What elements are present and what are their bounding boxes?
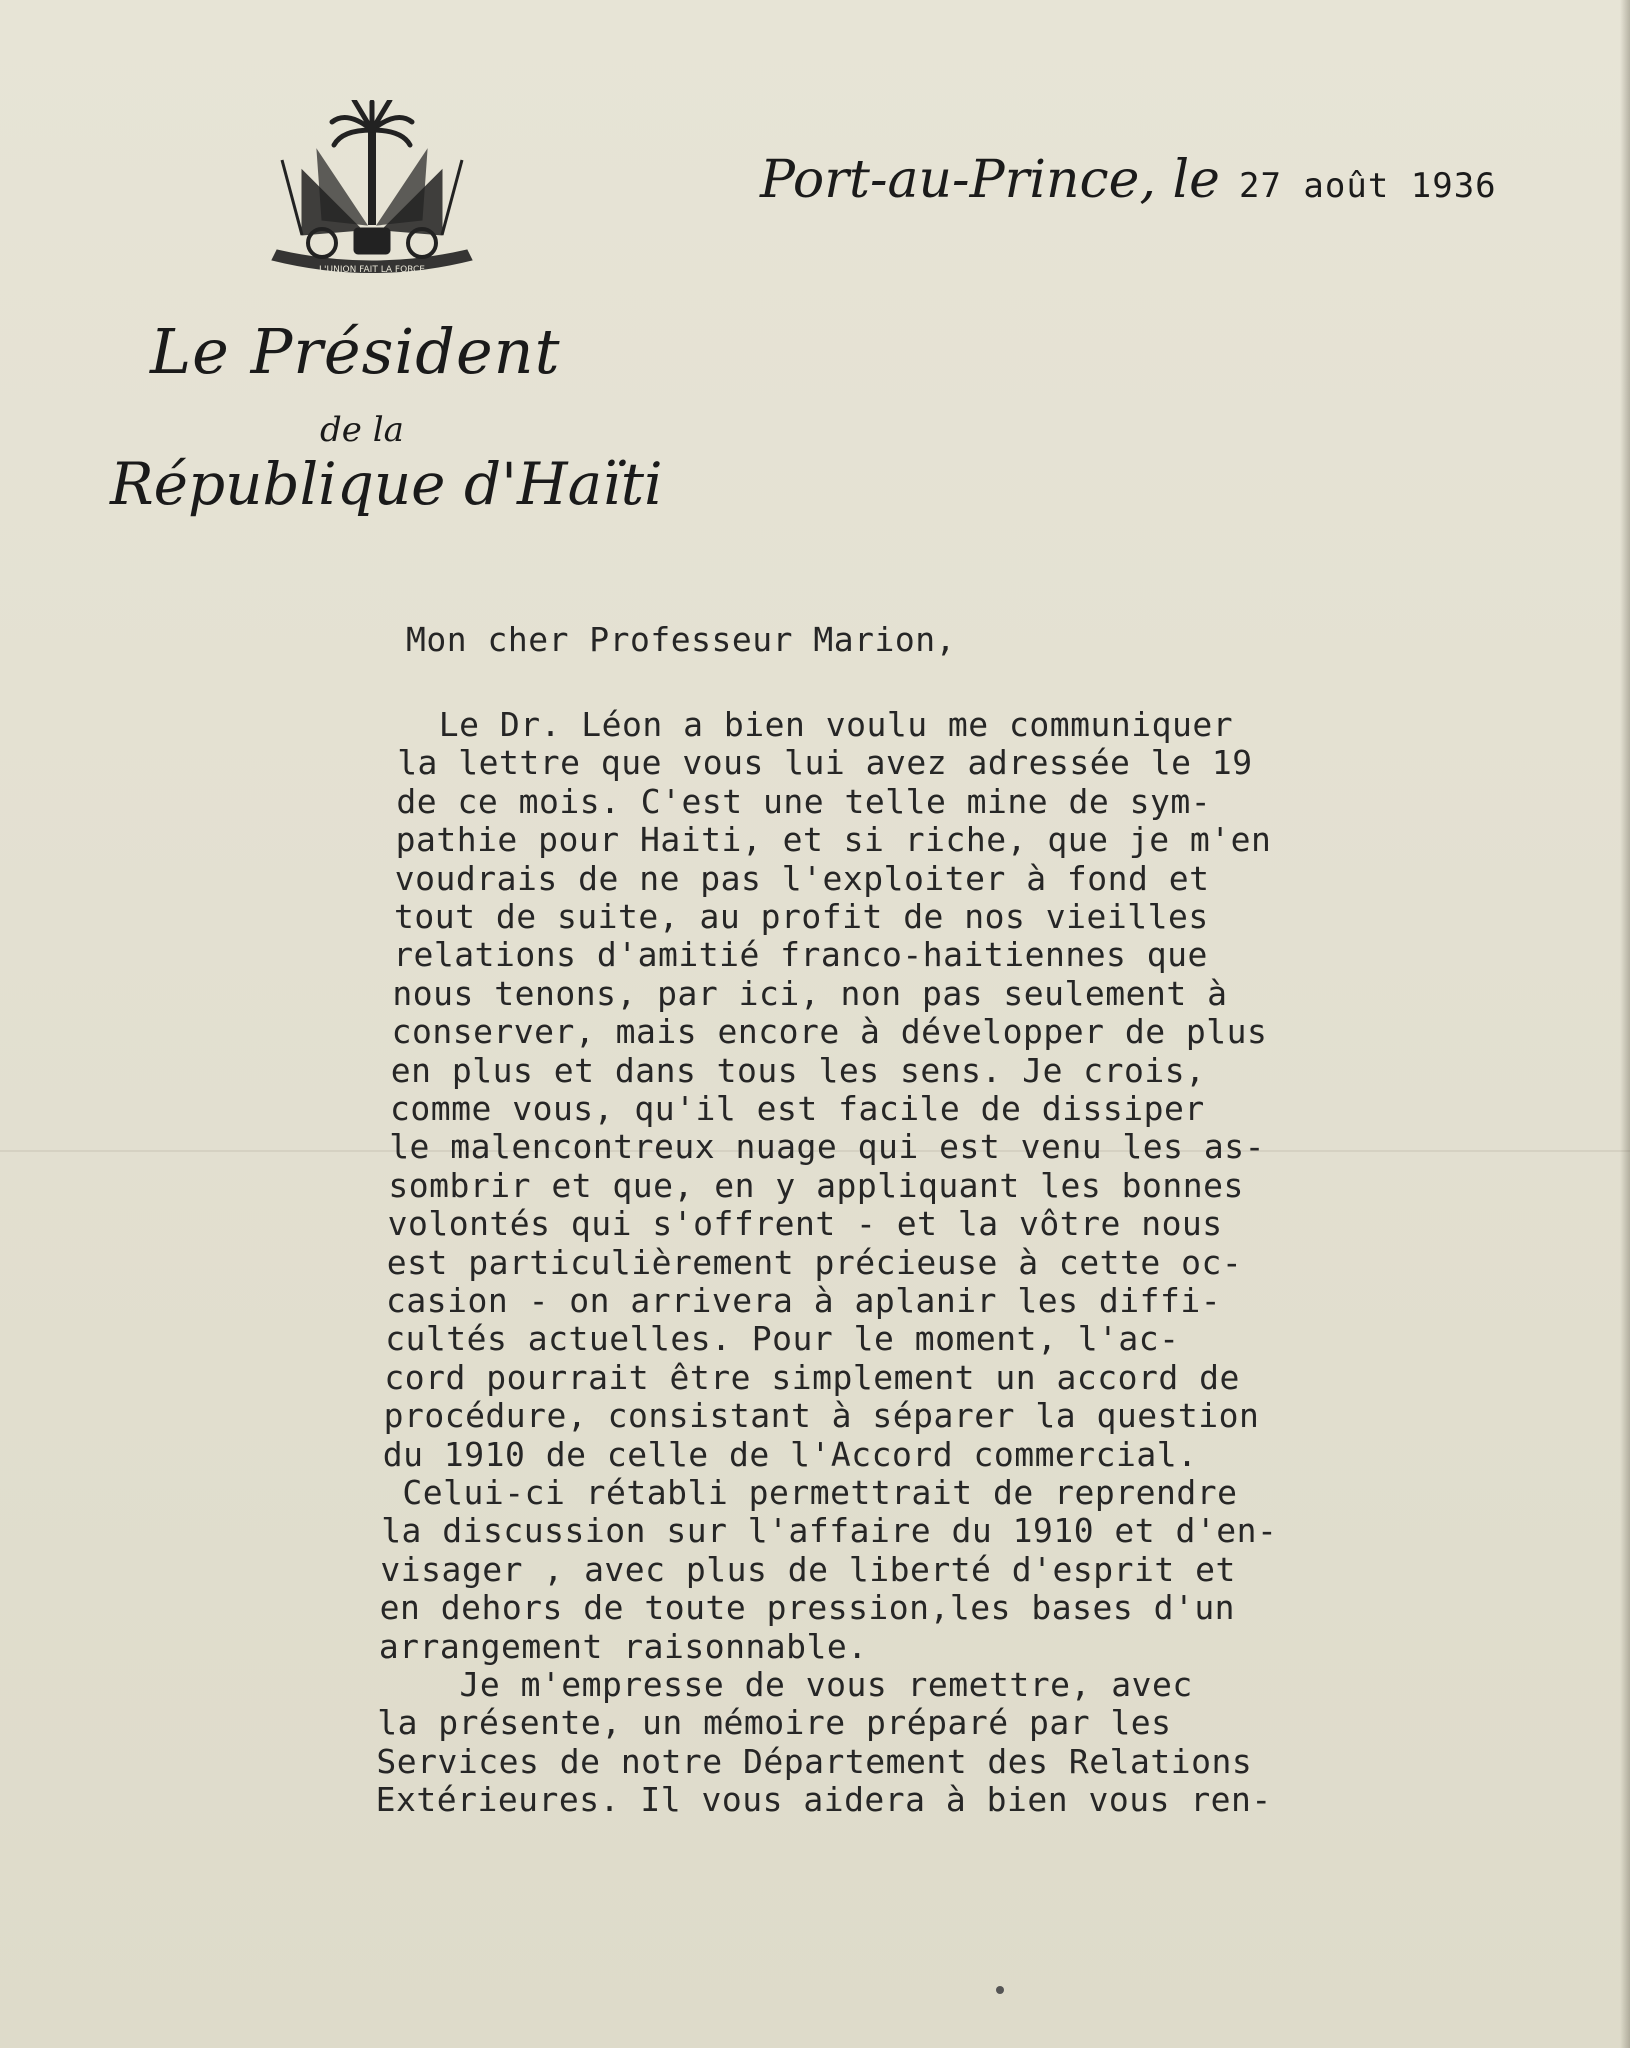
seal-motto: L'UNION FAIT LA FORCE bbox=[319, 265, 425, 275]
letter-line: comme vous, qu'il est facile de dissiper bbox=[390, 1089, 1205, 1128]
dateline bbox=[760, 150, 1497, 210]
letter-line: Services de notre Département des Relations bbox=[376, 1741, 1253, 1781]
letter-line: sombrir et que, en y appliquant les bonnes bbox=[388, 1165, 1244, 1205]
letter-line: pathie pour Haiti, et si riche, que je m'en bbox=[395, 820, 1272, 860]
paper-edge-shadow bbox=[1620, 0, 1630, 2048]
letterhead-country: République d'Haïti bbox=[110, 450, 663, 518]
letter-line: relations d'amitié franco-haitiennes que bbox=[393, 935, 1208, 975]
letterhead-connector: de la bbox=[320, 410, 404, 450]
letter-line: la lettre que vous lui avez adressée le 19 bbox=[397, 743, 1253, 783]
letter-line: est particulièrement précieuse à cette oc- bbox=[386, 1242, 1243, 1282]
letter-line: la discussion sur l'affaire du 1910 et d'en- bbox=[381, 1511, 1278, 1551]
letter-line: visager , avec plus de liberté d'esprit et bbox=[380, 1549, 1236, 1589]
letter-line: arrangement raisonnable. bbox=[378, 1626, 868, 1666]
letter-line: en dehors de toute pression,les bases d'un bbox=[379, 1588, 1236, 1628]
letter-line: procédure, consistant à séparer la question bbox=[383, 1396, 1260, 1436]
letter-line: Extérieures. Il vous aidera à bien vous ren- bbox=[375, 1780, 1272, 1820]
letter-line: en plus et dans tous les sens. Je crois, bbox=[390, 1050, 1206, 1090]
letter-line: Celui-ci rétabli permettrait de reprendre bbox=[382, 1473, 1238, 1512]
letter-line: volontés qui s'offrent - et la vôtre nous bbox=[387, 1204, 1223, 1244]
dateline-date: 27 août 1936 bbox=[1239, 166, 1497, 206]
paper-speck bbox=[996, 1986, 1004, 1994]
letter-line: tout de suite, au profit de nos vieilles bbox=[394, 897, 1209, 936]
salutation: Mon cher Professeur Marion, bbox=[406, 620, 956, 659]
haiti-coat-of-arms-emblem bbox=[262, 100, 482, 285]
letterhead-title: Le Président bbox=[150, 315, 561, 388]
letter-line: le malencontreux nuage qui est venu les as- bbox=[389, 1127, 1265, 1167]
letter-line: Je m'empresse de vous remettre, avec bbox=[378, 1665, 1193, 1704]
letter-line: la présente, un mémoire préparé par les bbox=[377, 1703, 1172, 1743]
letter-line: voudrais de ne pas l'exploiter à fond et bbox=[394, 858, 1210, 898]
letter-line: casion - on arrivera à aplanir les diffi- bbox=[386, 1281, 1222, 1320]
letter-line: du 1910 de celle de l'Accord commercial. bbox=[382, 1434, 1198, 1474]
letter-line: cord pourrait être simplement un accord de bbox=[384, 1357, 1240, 1397]
dateline-place: Port-au-Prince, le bbox=[760, 150, 1220, 210]
letter-line: conserver, mais encore à développer de plus bbox=[391, 1012, 1268, 1052]
letter-line: Le Dr. Léon a bien voulu me communiquer bbox=[398, 705, 1234, 744]
letter-line: nous tenons, par ici, non pas seulement à bbox=[392, 973, 1228, 1013]
letter-line: de ce mois. C'est une telle mine de sym- bbox=[396, 781, 1212, 821]
letter-line: cultés actuelles. Pour le moment, l'ac- bbox=[385, 1319, 1180, 1359]
